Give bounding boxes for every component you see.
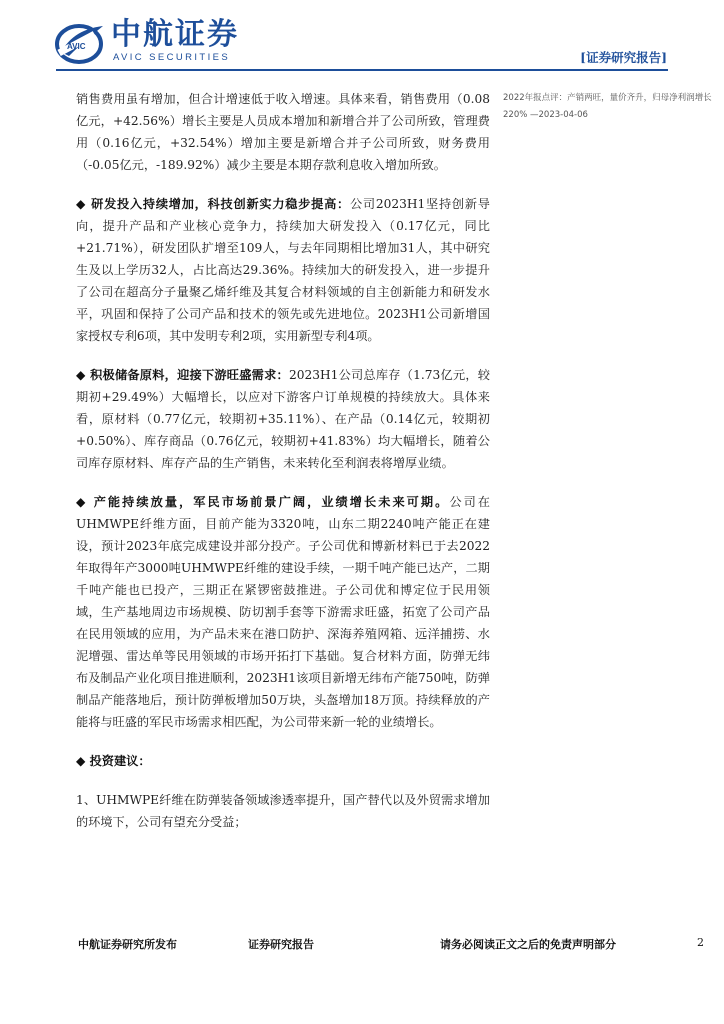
page-footer [0, 936, 724, 966]
page-header [0, 0, 724, 80]
svg-text:AVIC: AVIC [67, 42, 86, 51]
section-lead-rnd: ◆ 研发投入持续增加，科技创新实力稳步提高： [76, 197, 350, 211]
header-divider [56, 69, 668, 71]
related-report-note: 2022年报点评：产销两旺，量价齐升，归母净利润增长220% —2023-04-06 [503, 93, 712, 120]
footer-disclaimer-note: 请务必阅读正文之后的免责声明部分 [440, 938, 616, 951]
footer-report-type: 证券研究报告 [248, 938, 314, 951]
section-lead-capacity: ◆ 产能持续放量，军民市场前景广阔，业绩增长未来可期。 [76, 495, 450, 509]
page-number: 2 [697, 936, 704, 949]
report-body [76, 88, 490, 850]
logo-english-text: AVIC SECURITIES [113, 52, 231, 63]
paragraph-investment-point-1: 1、UHMWPE纤维在防弹装备领域渗透率提升，国产替代以及外贸需求增加的环境下，公司有望充分受益； [76, 793, 490, 829]
paragraph-rnd: ◆ 研发投入持续增加，科技创新实力稳步提高：公司2023H1坚持创新导向，提升产品和产业核心竞争力，持续加大研发投入（0.17亿元，同比+21.71%），研发团队扩增至109人，与去年同期相比增加31人，其中研究生及以上学历32人，占比高达29.36%。持续加大的研发投入，进一步提升了公司在超高分子量聚乙烯纤维及其复合材料领域的自主创新能力和研发水平，巩固和保持了公司产品和技术的领先或先进地位。2023H1公司新增国家授权专利6项，其中发明专利2项，实用新型专利4项。 [76, 197, 490, 343]
section-lead-inventory: ◆ 积极储备原料，迎接下游旺盛需求： [76, 368, 289, 382]
footer-publisher: 中航证券研究所发布 [78, 938, 177, 951]
logo-chinese-text: 中航证券 [111, 17, 239, 52]
paragraph-inventory: ◆ 积极储备原料，迎接下游旺盛需求：2023H1公司总库存（1.73亿元，较期初+29.49%）大幅增长，以应对下游客户订单规模的持续放大。具体来看，原材料（0.77亿元，较期初+35.11%）、在产品（0.14亿元，较期初+0.50%）、库存商品（0.76亿元，较期初+41.83%）均大幅增长，随着公司库存原材料、库存产品的生产销售，未来转化至利润表将增厚业绩。 [76, 368, 490, 470]
section-lead-investment: ◆ 投资建议： [76, 754, 151, 768]
report-type-tag: [证券研究报告] [580, 50, 667, 65]
paragraph-investment-heading [76, 750, 490, 772]
paragraph-capacity: ◆ 产能持续放量，军民市场前景广阔，业绩增长未来可期。公司在UHMWPE纤维方面，目前产能为3320吨，山东二期2240吨产能正在建设，预计2023年底完成建设并部分投产。子公司优和博新材料已于去2022年取得年产3000吨UHMWPE纤维的建设手续，一期千吨产能已达产，二期千吨产能也已投产，三期正在紧锣密鼓推进。子公司优和博定位于民用领域，生产基地周边市场规模、防切割手套等下游需求旺盛，拓宽了公司产品在民用领域的应用，为产品未来在港口防护、深海养殖网箱、远洋捕捞、水泥增强、雷达单等民用领域的市场开拓打下基础。复合材料方面，防弹无纬布及制品产业化项目推进顺利，2023H1该项目新增无纬布产能750吨，防弹制品产能落地后，预计防弹板增加50万块，头盔增加18万顶。持续释放的产能将与旺盛的军民市场需求相匹配，为公司带来新一轮的业绩增长。 [76, 495, 490, 729]
avic-logo-icon [55, 22, 105, 64]
paragraph-expenses: 销售费用虽有增加，但合计增速低于收入增速。具体来看，销售费用（0.08亿元，+42.56%）增长主要是人员成本增加和新增合并了公司所致，管理费用（0.16亿元，+32.54%）增加主要是新增合并子公司所致，财务费用（-0.05亿元，-189.92%）减少主要是本期存款利息收入增加所致。 [76, 92, 490, 172]
